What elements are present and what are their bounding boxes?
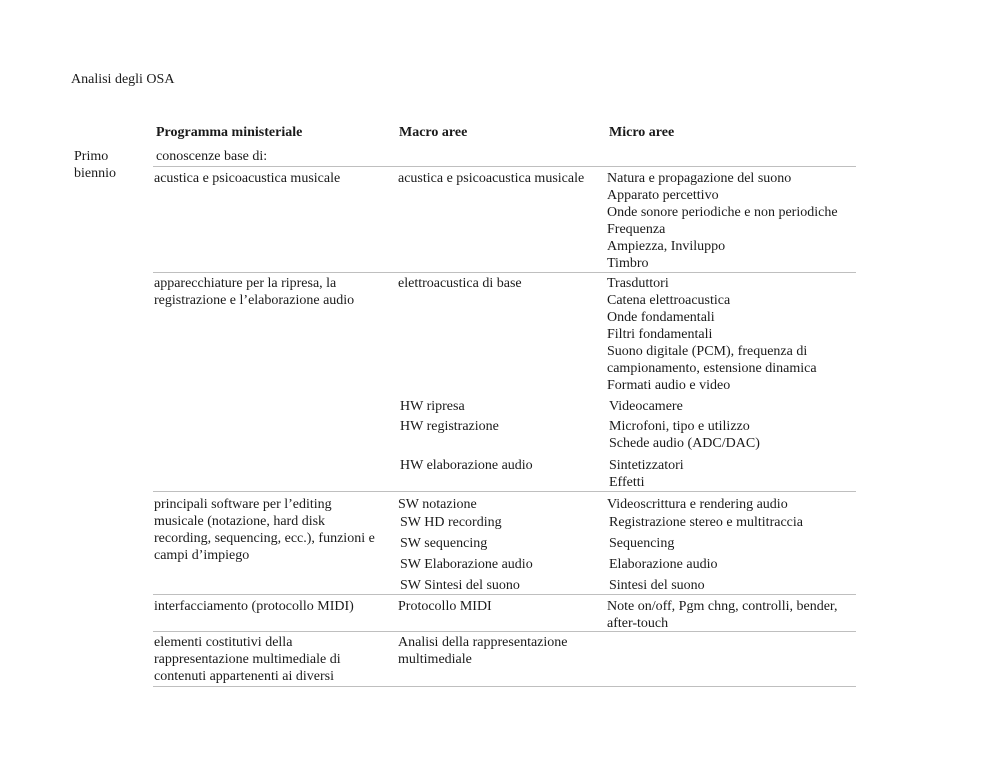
macro-cell: SW Sintesi del suono	[400, 578, 520, 593]
section-label-line: biennio	[74, 166, 116, 181]
micro-item: Onde fondamentali	[607, 310, 715, 325]
micro-item: Timbro	[607, 256, 649, 271]
micro-item: Microfoni, tipo e utilizzo	[609, 419, 750, 434]
macro-cell: HW ripresa	[400, 399, 465, 414]
intro-text: conoscenze base di:	[156, 149, 268, 164]
macro-cell: acustica e psicoacustica musicale	[398, 171, 585, 186]
micro-item: Frequenza	[607, 222, 666, 237]
micro-item: Suono digitale (PCM), frequenza di	[607, 344, 808, 359]
prog-cell: musicale (notazione, hard disk	[154, 514, 326, 529]
prog-cell: apparecchiature per la ripresa, la	[154, 276, 337, 291]
micro-item: Videoscrittura e rendering audio	[607, 497, 788, 512]
micro-item: Trasduttori	[607, 276, 669, 291]
micro-item: Effetti	[609, 475, 645, 490]
section-label	[74, 148, 116, 182]
micro-item: Filtri fondamentali	[607, 327, 713, 342]
prog-cell: contenuti appartenenti ai diversi	[154, 669, 334, 684]
prog-cell: recording, sequencing, ecc.), funzioni e	[154, 531, 375, 546]
macro-cell: HW registrazione	[400, 419, 499, 434]
row-divider	[153, 686, 856, 687]
micro-item: campionamento, estensione dinamica	[607, 361, 817, 376]
macro-cell: SW HD recording	[400, 515, 502, 530]
document-title: Analisi degli OSA	[71, 72, 175, 87]
row-divider	[153, 491, 856, 492]
micro-item: Note on/off, Pgm chng, controlli, bender,	[607, 599, 838, 614]
prog-cell: elementi costitutivi della	[154, 635, 293, 650]
micro-item: Ampiezza, Inviluppo	[607, 239, 726, 254]
macro-cell: Protocollo MIDI	[398, 599, 492, 614]
header-programma: Programma ministeriale	[156, 125, 303, 140]
row-divider	[153, 594, 856, 595]
row-divider	[153, 631, 856, 632]
micro-item: Catena elettroacustica	[607, 293, 731, 308]
prog-cell: registrazione e l’elaborazione audio	[154, 293, 355, 308]
section-label-line: Primo	[74, 149, 109, 164]
micro-item: after-touch	[607, 616, 669, 631]
macro-cell: SW sequencing	[400, 536, 488, 551]
micro-item: Apparato percettivo	[607, 188, 719, 203]
row-divider	[153, 166, 856, 167]
header-macro: Macro aree	[399, 125, 468, 140]
row-divider	[153, 272, 856, 273]
prog-cell: rappresentazione multimediale di	[154, 652, 341, 667]
micro-item: Formati audio e video	[607, 378, 731, 393]
prog-cell: interfacciamento (protocollo MIDI)	[154, 599, 354, 614]
micro-item: Onde sonore periodiche e non periodiche	[607, 205, 838, 220]
macro-cell: elettroacustica di base	[398, 276, 522, 291]
prog-cell: principali software per l’editing	[154, 497, 332, 512]
macro-cell: SW Elaborazione audio	[400, 557, 533, 572]
macro-cell: HW elaborazione audio	[400, 458, 533, 473]
micro-item: Natura e propagazione del suono	[607, 171, 792, 186]
prog-cell: acustica e psicoacustica musicale	[154, 171, 341, 186]
micro-item: Schede audio (ADC/DAC)	[609, 436, 760, 451]
micro-item: Videocamere	[609, 399, 683, 414]
micro-item: Elaborazione audio	[609, 557, 718, 572]
macro-cell: Analisi della rappresentazione	[398, 635, 568, 650]
header-micro: Micro aree	[609, 125, 675, 140]
micro-item: Sintetizzatori	[609, 458, 684, 473]
micro-item: Registrazione stereo e multitraccia	[609, 515, 803, 530]
macro-cell: SW notazione	[398, 497, 477, 512]
prog-cell: campi d’impiego	[154, 548, 250, 563]
micro-item: Sintesi del suono	[609, 578, 705, 593]
micro-item: Sequencing	[609, 536, 675, 551]
macro-cell: multimediale	[398, 652, 472, 667]
